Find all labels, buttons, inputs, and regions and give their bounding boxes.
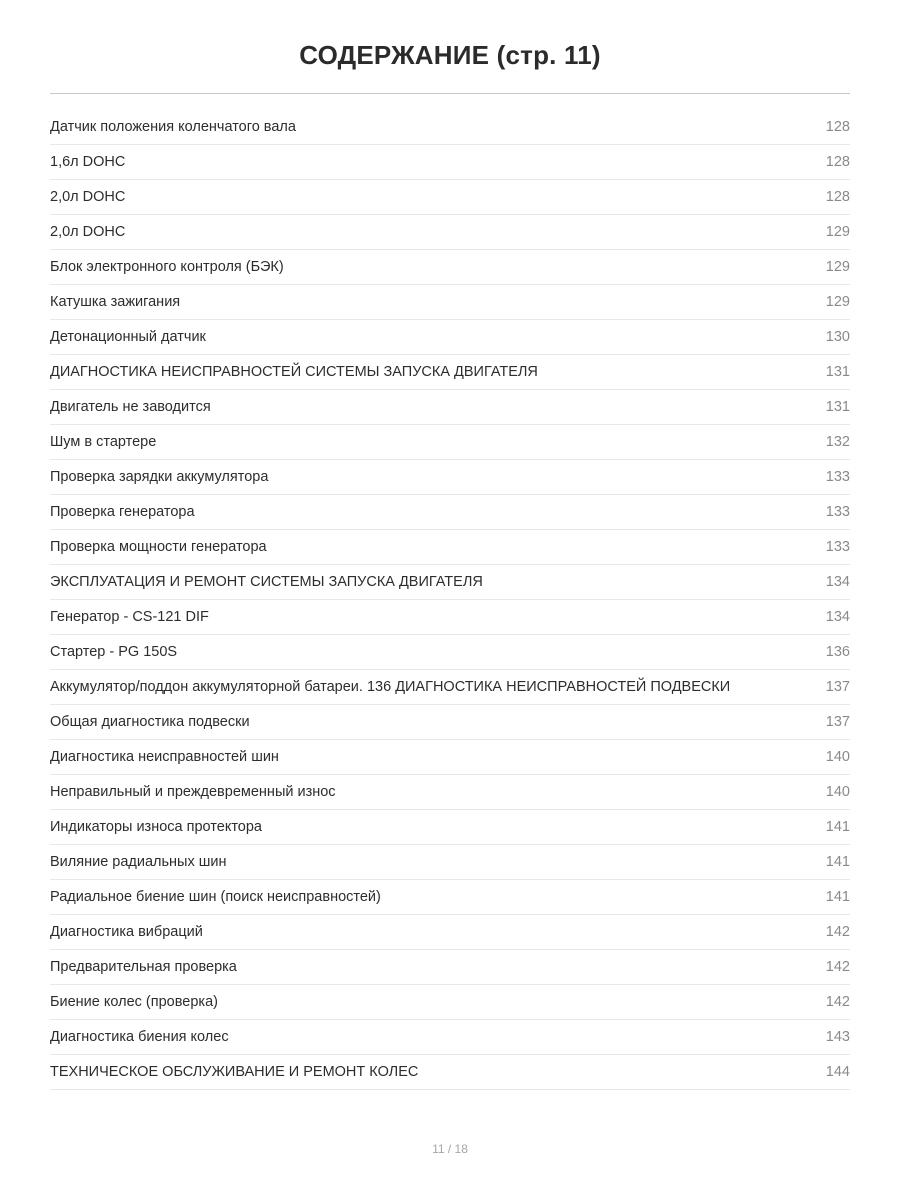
toc-entry-page-number: 141 [825, 819, 850, 835]
toc-entry-title: ТЕХНИЧЕСКОЕ ОБСЛУЖИВАНИЕ И РЕМОНТ КОЛЕС [50, 1064, 419, 1080]
toc-entry-page-number: 129 [825, 259, 850, 275]
toc-entry-title: Проверка зарядки аккумулятора [50, 469, 269, 485]
toc-entry-page-number: 137 [825, 714, 850, 730]
toc-entry-title: Диагностика биения колес [50, 1029, 229, 1045]
toc-entry-title: Генератор - CS-121 DIF [50, 609, 209, 625]
toc-body [50, 110, 850, 1090]
toc-entry-page-number: 136 [825, 644, 850, 660]
toc-row[interactable] [50, 985, 850, 1020]
toc-row[interactable] [50, 320, 850, 355]
toc-entry-title: Датчик положения коленчатого вала [50, 119, 296, 135]
toc-row[interactable] [50, 880, 850, 915]
page-footer: 11 / 18 [432, 1142, 468, 1156]
toc-row[interactable] [50, 600, 850, 635]
toc-row[interactable] [50, 425, 850, 460]
toc-entry-title: Проверка генератора [50, 504, 195, 520]
toc-entry-page-number: 140 [825, 784, 850, 800]
toc-entry-page-number: 133 [825, 504, 850, 520]
toc-entry-title: 2,0л DOHC [50, 224, 126, 240]
toc-entry-page-number: 142 [825, 924, 850, 940]
toc-row[interactable] [50, 635, 850, 670]
toc-row[interactable] [50, 845, 850, 880]
toc-row[interactable] [50, 1055, 850, 1090]
page-title: СОДЕРЖАНИЕ (стр. 11) [299, 40, 601, 70]
toc-entry-title: Детонационный датчик [50, 329, 206, 345]
toc-entry-page-number: 132 [825, 434, 850, 450]
toc-entry-title: Биение колес (проверка) [50, 994, 218, 1010]
toc-entry-title: Диагностика неисправностей шин [50, 749, 279, 765]
toc-entry-title: Двигатель не заводится [50, 399, 211, 415]
toc-row[interactable] [50, 810, 850, 845]
toc-row[interactable] [50, 460, 850, 495]
toc-row[interactable] [50, 355, 850, 390]
toc-entry-title: Общая диагностика подвески [50, 714, 250, 730]
toc-row[interactable] [50, 390, 850, 425]
toc-entry-title: Неправильный и преждевременный износ [50, 784, 336, 800]
title-divider [50, 93, 850, 94]
toc-entry-page-number: 141 [825, 889, 850, 905]
toc-row[interactable] [50, 950, 850, 985]
toc-row[interactable] [50, 250, 850, 285]
toc-row[interactable] [50, 1020, 850, 1055]
toc-entry-page-number: 137 [825, 679, 850, 695]
toc-row[interactable] [50, 145, 850, 180]
toc-entry-page-number: 144 [825, 1064, 850, 1080]
toc-row[interactable] [50, 705, 850, 740]
toc-row[interactable] [50, 740, 850, 775]
toc-entry-page-number: 142 [825, 994, 850, 1010]
toc-entry-page-number: 129 [825, 224, 850, 240]
toc-entry-page-number: 128 [825, 119, 850, 135]
toc-entry-page-number: 131 [825, 399, 850, 415]
toc-row[interactable] [50, 180, 850, 215]
toc-entry-title: Диагностика вибраций [50, 924, 203, 940]
toc-entry-page-number: 134 [825, 609, 850, 625]
toc-row[interactable] [50, 670, 850, 705]
toc-row[interactable] [50, 110, 850, 145]
toc-entry-page-number: 141 [825, 854, 850, 870]
toc-entry-title: 1,6л DOHC [50, 154, 126, 170]
toc-entry-page-number: 142 [825, 959, 850, 975]
toc-entry-title: ЭКСПЛУАТАЦИЯ И РЕМОНТ СИСТЕМЫ ЗАПУСКА ДВИГАТЕЛЯ [50, 574, 483, 590]
toc-entry-title: Проверка мощности генератора [50, 539, 267, 555]
toc-entry-page-number: 143 [825, 1029, 850, 1045]
toc-entry-page-number: 128 [825, 189, 850, 205]
toc-entry-page-number: 133 [825, 469, 850, 485]
toc-row[interactable] [50, 565, 850, 600]
toc-row[interactable] [50, 285, 850, 320]
toc-entry-page-number: 140 [825, 749, 850, 765]
toc-entry-title: Стартер - PG 150S [50, 644, 178, 660]
toc-entry-title: Индикаторы износа протектора [50, 819, 262, 835]
toc-entry-title: Катушка зажигания [50, 294, 181, 310]
toc-row[interactable] [50, 495, 850, 530]
toc-entry-title: Виляние радиальных шин [50, 854, 227, 870]
toc-entry-title: Радиальное биение шин (поиск неисправностей) [50, 889, 381, 905]
toc-entry-title: Шум в стартере [50, 434, 157, 450]
toc-entry-page-number: 129 [825, 294, 850, 310]
toc-entry-page-number: 131 [825, 364, 850, 380]
toc-entry-title: Блок электронного контроля (БЭК) [50, 259, 284, 275]
toc-row[interactable] [50, 915, 850, 950]
toc-row[interactable] [50, 530, 850, 565]
toc-entry-page-number: 133 [825, 539, 850, 555]
toc-entry-title: 2,0л DOHC [50, 189, 126, 205]
toc-row[interactable] [50, 215, 850, 250]
toc-row[interactable] [50, 775, 850, 810]
toc-entry-title: ДИАГНОСТИКА НЕИСПРАВНОСТЕЙ СИСТЕМЫ ЗАПУСКА ДВИГАТЕЛЯ [50, 364, 538, 380]
toc-entry-page-number: 130 [825, 329, 850, 345]
table-of-contents [50, 110, 850, 1090]
toc-entry-title: Предварительная проверка [50, 959, 237, 975]
toc-entry-page-number: 128 [825, 154, 850, 170]
toc-entry-page-number: 134 [825, 574, 850, 590]
toc-entry-title: Аккумулятор/поддон аккумуляторной батареи. 136 ДИАГНОСТИКА НЕИСПРАВНОСТЕЙ ПОДВЕСКИ [50, 679, 731, 695]
